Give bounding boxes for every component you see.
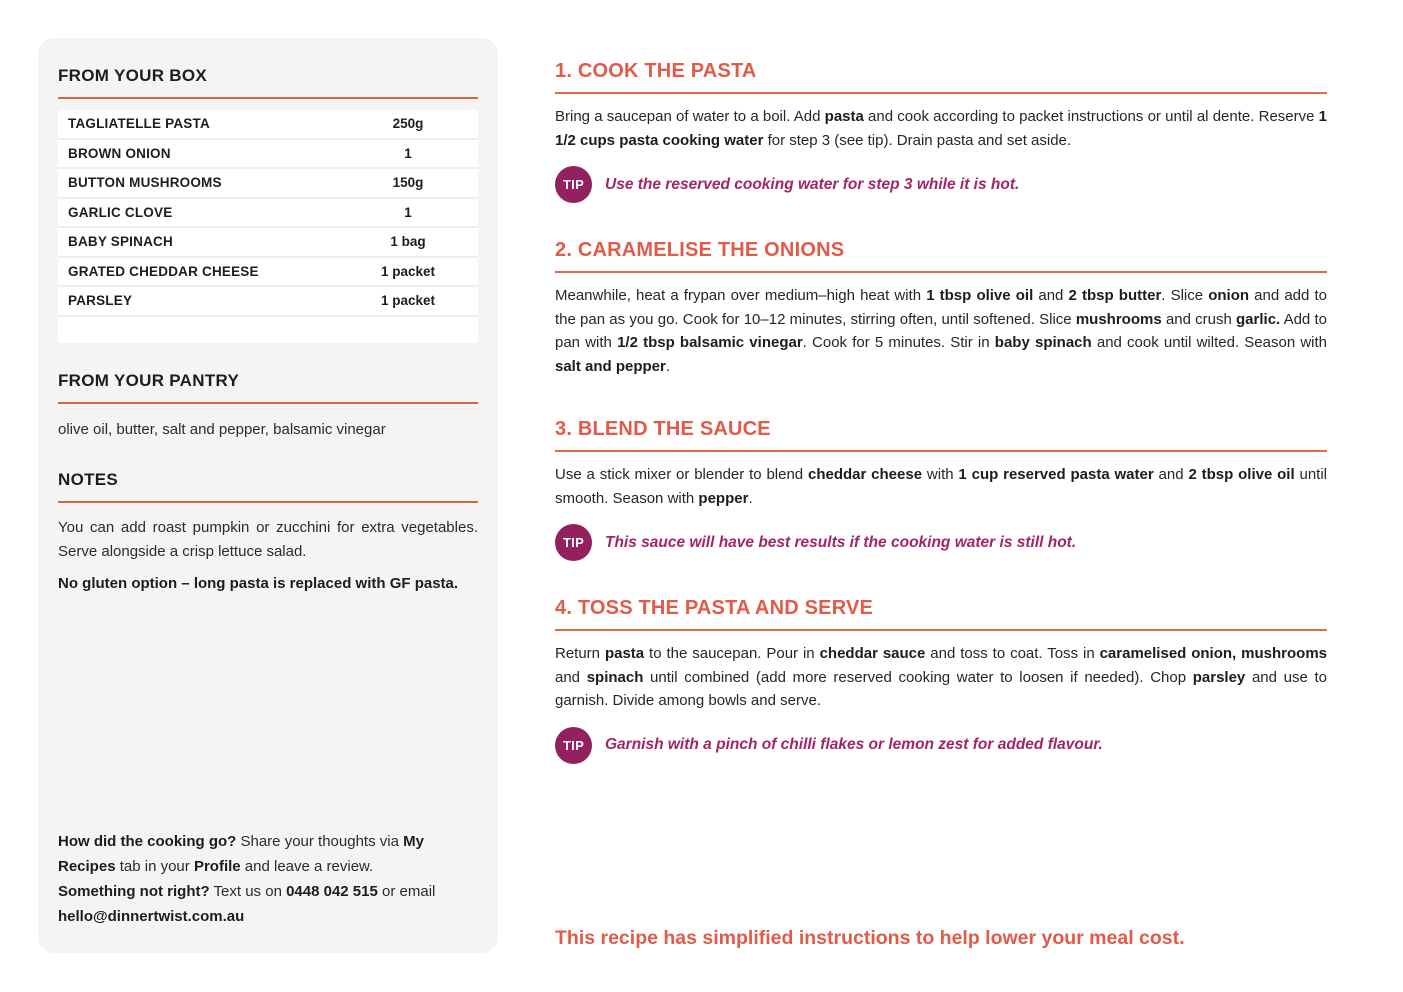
ingredient-name: GARLIC CLOVE [68,204,173,220]
ingredient-qty: 1 packet [380,263,436,279]
notes-paragraph: You can add roast pumpkin or zucchini for extra vegetables. Serve alongside a crisp lettuce salad. [58,518,478,560]
notes-title: NOTES [58,470,478,503]
step-1 [555,60,1327,203]
ingredient-name: BUTTON MUSHROOMS [68,175,222,191]
ingredient-qty: 1 [404,145,412,161]
pantry-items-text: olive oil, butter, salt and pepper, balsamic vinegar [58,420,386,438]
pantry-section [58,371,478,442]
box-ingredients-table [58,110,478,343]
contact-block [58,829,478,929]
phone-link[interactable]: 0448 042 515 [286,883,378,900]
support-paragraph: Something not right? Text us on 0448 042 515 or email hello@dinnertwist.com.au [58,883,436,925]
table-row [58,287,478,317]
table-row [58,110,478,140]
table-row [58,228,478,258]
from-your-pantry-title: FROM YOUR PANTRY [58,371,478,404]
step-3-title: 3. BLEND THE SAUCE [555,418,1327,452]
ingredient-name: GRATED CHEDDAR CHEESE [68,263,259,279]
table-row [58,140,478,170]
ingredient-qty: 1 bag [390,234,426,250]
feedback-paragraph: How did the cooking go? Share your thoughts via My Recipes tab in your Profile and leave a review. [58,833,424,875]
from-your-box-title: FROM YOUR BOX [58,66,478,99]
ingredient-name: TAGLIATELLE PASTA [68,116,210,132]
tip-text: Garnish with a pinch of chilli flakes or lemon zest for added flavour. [605,736,1103,753]
tip-badge: TIP [555,727,592,764]
table-row [58,199,478,229]
step-4-title: 4. TOSS THE PASTA AND SERVE [555,597,1327,631]
step-3 [555,418,1327,561]
step-2-body: Meanwhile, heat a frypan over medium–high heat with 1 tbsp olive oil and 2 tbsp butter. Slice onion and add to the pan as you go. Cook for 10–12 minutes, stirring often, until softened. Slice mushrooms and crush garlic. Add to pan with 1/2 tbsp balsamic vinegar. Cook for 5 minutes. Stir in baby spinach and cook until wilted. Season with salt and pepper. [555,287,1328,375]
email-link[interactable]: hello@dinnertwist.com.au [58,908,245,925]
step-1-title: 1. COOK THE PASTA [555,60,1327,94]
table-row [58,169,478,199]
footer-note: This recipe has simplified instructions to help lower your meal cost. [555,927,1185,949]
step-2 [555,239,1327,378]
step-1-body: Bring a saucepan of water to a boil. Add pasta and cook according to packet instructions or until al dente. Reserve 1 1/2 cups pasta cooking water for step 3 (see tip). Drain pasta and set aside. [555,108,1328,149]
ingredient-qty: 1 [404,204,412,220]
step-4-body: Return pasta to the saucepan. Pour in cheddar sauce and toss to coat. Toss in caramelised onion, mushrooms and spinach until combined (add more reserved cooking water to loosen if needed). Chop parsley and use to garnish. Divide among bowls and serve. [555,645,1328,709]
ingredient-qty: 150g [392,175,424,191]
tip-badge: TIP [555,524,592,561]
step-2-title: 2. CARAMELISE THE ONIONS [555,239,1327,273]
ingredient-name: BABY SPINACH [68,234,173,250]
tip-text: Use the reserved cooking water for step 3 while it is hot. [605,175,1020,193]
table-row [58,258,478,288]
tip-badge: TIP [555,166,592,203]
instructions-column [555,60,1327,764]
gluten-note-paragraph: No gluten option – long pasta is replaced with GF pasta. [58,574,459,592]
ingredient-name: PARSLEY [68,293,133,309]
step-4-tip [555,727,1327,764]
ingredients-panel [38,38,498,953]
ingredient-qty: 250g [392,116,424,132]
notes-section [58,470,478,596]
tip-text: This sauce will have best results if the cooking water is still hot. [605,533,1077,551]
step-3-tip [555,524,1327,561]
step-1-tip [555,166,1327,203]
table-row-empty [58,317,478,343]
step-3-body: Use a stick mixer or blender to blend cheddar cheese with 1 cup reserved pasta water and 2 tbsp olive oil until smooth. Season with pepper. [555,466,1327,507]
step-4 [555,597,1327,764]
ingredient-name: BROWN ONION [68,145,171,161]
ingredient-qty: 1 packet [380,293,436,309]
